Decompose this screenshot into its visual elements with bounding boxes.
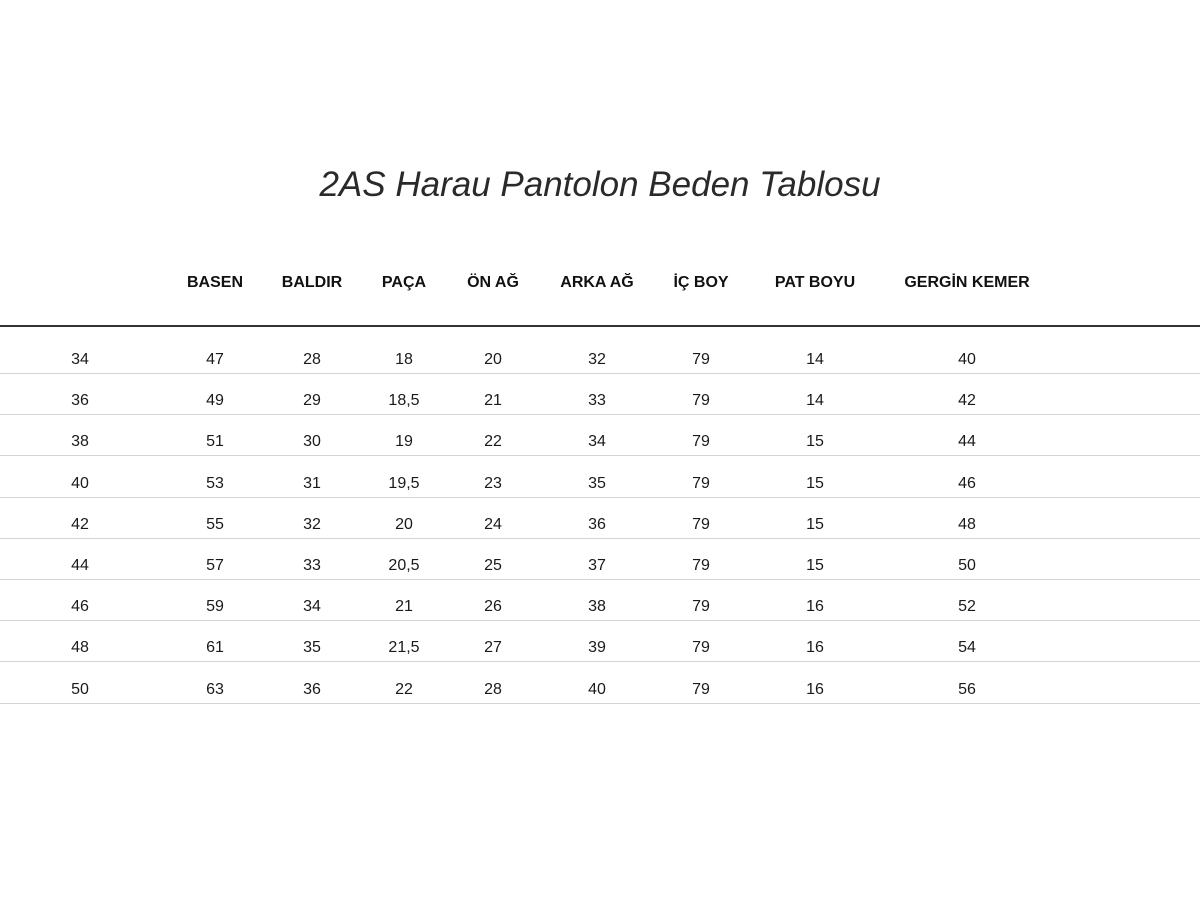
cell-ic-boy: 79	[692, 639, 710, 657]
cell-gergin-kemer: 44	[958, 433, 976, 451]
cell-paca: 19	[395, 433, 413, 451]
cell-ic-boy: 79	[692, 474, 710, 492]
cell-basen: 61	[206, 639, 224, 657]
cell-on-ag: 24	[484, 515, 502, 533]
cell-paca: 21,5	[388, 639, 420, 657]
cell-basen: 59	[206, 598, 224, 616]
cell-size: 40	[71, 474, 89, 492]
header-pat-boyu: PAT BOYU	[774, 274, 856, 291]
header-gergin-kemer: GERGİN KEMER	[904, 274, 1030, 291]
cell-gergin-kemer: 42	[958, 392, 976, 410]
cell-pat-boyu: 16	[806, 598, 824, 616]
cell-ic-boy: 79	[692, 392, 710, 410]
cell-paca: 20	[395, 515, 413, 533]
table-row	[0, 333, 1200, 374]
cell-gergin-kemer: 52	[958, 598, 976, 616]
cell-baldir: 32	[303, 515, 321, 533]
cell-basen: 53	[206, 474, 224, 492]
cell-size: 46	[71, 598, 89, 616]
cell-pat-boyu: 15	[806, 433, 824, 451]
table-row	[0, 621, 1200, 662]
header-on-ag: ÖN AĞ	[467, 274, 519, 291]
cell-arka-ag: 40	[588, 680, 606, 698]
cell-ic-boy: 79	[692, 351, 710, 368]
cell-on-ag: 25	[484, 557, 502, 574]
header-divider	[0, 325, 1200, 327]
table-row	[0, 498, 1200, 539]
cell-on-ag: 22	[484, 433, 502, 451]
cell-basen: 47	[206, 351, 224, 368]
cell-basen: 63	[206, 680, 224, 698]
cell-size: 48	[71, 639, 89, 657]
cell-on-ag: 20	[484, 351, 502, 368]
cell-arka-ag: 36	[588, 515, 606, 533]
cell-on-ag: 28	[484, 680, 502, 698]
cell-ic-boy: 79	[692, 433, 710, 451]
table-row	[0, 580, 1200, 621]
cell-baldir: 36	[303, 680, 321, 698]
cell-baldir: 28	[303, 351, 321, 368]
cell-arka-ag: 34	[588, 433, 606, 451]
cell-pat-boyu: 15	[806, 515, 824, 533]
cell-gergin-kemer: 54	[958, 639, 976, 657]
cell-pat-boyu: 15	[806, 474, 824, 492]
table-row	[0, 457, 1200, 498]
cell-size: 50	[71, 680, 89, 698]
cell-gergin-kemer: 40	[958, 351, 976, 368]
header-arka-ag: ARKA AĞ	[560, 274, 634, 291]
cell-ic-boy: 79	[692, 680, 710, 698]
table-row	[0, 415, 1200, 456]
cell-pat-boyu: 14	[806, 392, 824, 410]
cell-gergin-kemer: 48	[958, 515, 976, 533]
cell-gergin-kemer: 50	[958, 557, 976, 574]
cell-pat-boyu: 14	[806, 351, 824, 368]
cell-arka-ag: 37	[588, 557, 606, 574]
cell-basen: 57	[206, 557, 224, 574]
cell-size: 34	[71, 351, 89, 368]
cell-baldir: 34	[303, 598, 321, 616]
page-title: 2AS Harau Pantolon Beden Tablosu	[319, 165, 881, 204]
cell-pat-boyu: 15	[806, 557, 824, 574]
cell-size: 42	[71, 515, 89, 533]
header-baldir: BALDIR	[281, 274, 343, 291]
cell-paca: 22	[395, 680, 413, 698]
cell-on-ag: 26	[484, 598, 502, 616]
cell-paca: 18	[395, 351, 413, 368]
cell-baldir: 31	[303, 474, 321, 492]
cell-pat-boyu: 16	[806, 639, 824, 657]
cell-pat-boyu: 16	[806, 680, 824, 698]
cell-baldir: 29	[303, 392, 321, 410]
cell-size: 38	[71, 433, 89, 451]
cell-arka-ag: 35	[588, 474, 606, 492]
cell-on-ag: 27	[484, 639, 502, 657]
cell-arka-ag: 32	[588, 351, 606, 368]
cell-ic-boy: 79	[692, 598, 710, 616]
cell-gergin-kemer: 46	[958, 474, 976, 492]
cell-size: 44	[71, 557, 89, 574]
table-row	[0, 539, 1200, 580]
header-ic-boy: İÇ BOY	[673, 274, 729, 291]
cell-arka-ag: 39	[588, 639, 606, 657]
header-paca: PAÇA	[381, 274, 427, 291]
cell-on-ag: 23	[484, 474, 502, 492]
cell-basen: 55	[206, 515, 224, 533]
table-row	[0, 663, 1200, 704]
cell-on-ag: 21	[484, 392, 502, 410]
cell-ic-boy: 79	[692, 515, 710, 533]
header-basen: BASEN	[186, 274, 244, 291]
cell-baldir: 35	[303, 639, 321, 657]
cell-paca: 20,5	[388, 557, 420, 574]
cell-baldir: 33	[303, 557, 321, 574]
cell-paca: 19,5	[388, 474, 420, 492]
cell-paca: 21	[395, 598, 413, 616]
cell-arka-ag: 38	[588, 598, 606, 616]
cell-ic-boy: 79	[692, 557, 710, 574]
cell-basen: 49	[206, 392, 224, 410]
cell-gergin-kemer: 56	[958, 680, 976, 698]
cell-baldir: 30	[303, 433, 321, 451]
cell-paca: 18,5	[388, 392, 420, 410]
cell-size: 36	[71, 392, 89, 410]
row-divider	[0, 703, 1200, 704]
table-row	[0, 374, 1200, 415]
cell-arka-ag: 33	[588, 392, 606, 410]
cell-basen: 51	[206, 433, 224, 451]
